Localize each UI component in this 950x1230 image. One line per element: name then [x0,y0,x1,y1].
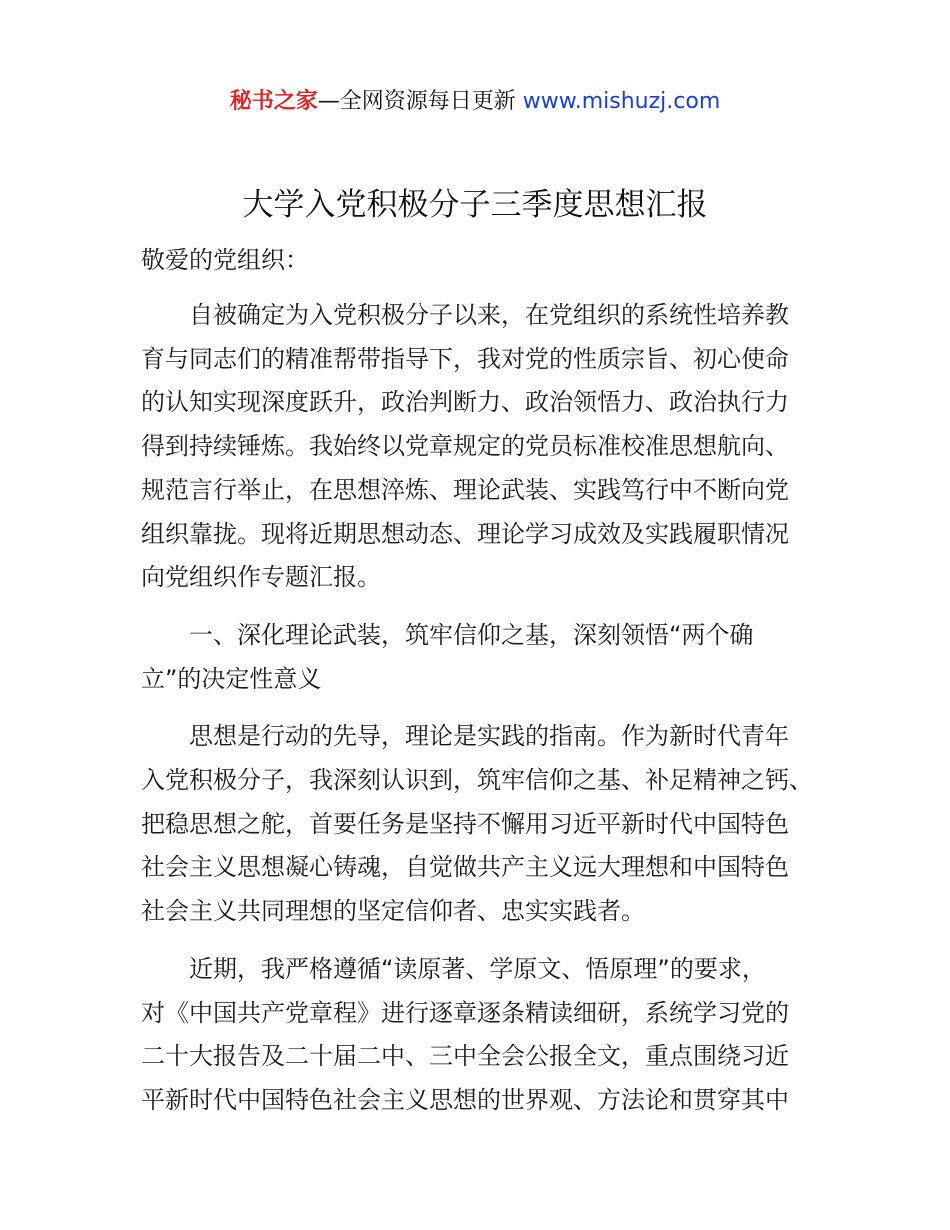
paragraph-line: 平新时代中国特色社会主义思想的世界观、方法论和贯穿其中 [141,1085,789,1114]
site-url-link[interactable]: www.mishuzj.com [522,89,721,114]
spacer [141,934,811,948]
paragraph-line: 入党积极分子，我深刻认识到，筑牢信仰之基、补足精神之钙、 [141,766,813,795]
site-header [0,84,950,120]
paragraph-line: 规范言行举止，在思想淬炼、理论武装、实践笃行中不断向党 [141,475,789,504]
document-body [141,238,811,1123]
paragraph-line: 把稳思想之舵，首要任务是坚持不懈用习近平新时代中国特色 [141,809,789,838]
paragraph-line: 社会主义思想凝心铸魂，自觉做共产主义远大理想和中国特色 [141,853,789,882]
paragraph-line: 社会主义共同理想的坚定信仰者、忠实实践者。 [141,897,645,926]
site-brand: 秘书之家 [229,89,318,114]
paragraph [141,948,811,1123]
section-heading [141,614,811,701]
salutation: 敬爱的党组织： [141,246,309,274]
paragraph-line: 自被确定为入党积极分子以来，在党组织的系统性培养教 [189,301,789,329]
spacer [141,600,811,614]
paragraph-line: 立”的决定性意义 [141,664,322,693]
paragraph-line: 向党组织作专题汇报。 [141,563,381,592]
paragraph-line: 的认知实现深度跃升，政治判断力、政治领悟力、政治执行力 [141,388,789,417]
paragraph-line: 近期，我严格遵循“读原著、学原文、悟原理”的要求， [189,954,766,983]
spacer [141,701,811,715]
document-title: 大学入党积极分子三季度思想汇报 [242,187,708,223]
paragraph-line: 对《中国共产党章程》进行逐章逐条精读细研，系统学习党的 [141,998,789,1027]
paragraph-line: 二十大报告及二十届二中、三中全会公报全文，重点围绕习近 [141,1042,789,1071]
paragraph-line: 思想是行动的先导，理论是实践的指南。作为新时代青年 [189,722,789,751]
paragraph [141,715,811,934]
spacer [141,282,811,294]
site-slogan: —全网资源每日更新 [317,89,523,114]
paragraph [141,294,811,600]
paragraph-line: 组织靠拢。现将近期思想动态、理论学习成效及实践履职情况 [141,519,789,548]
paragraph-line: 育与同志们的精准帮带指导下，我对党的性质宗旨、初心使命 [141,344,789,373]
paragraph-line: 得到持续锤炼。我始终以党章规定的党员标准校准思想航向、 [141,432,789,461]
paragraph-line: 一、深化理论武装，筑牢信仰之基，深刻领悟“两个确 [189,620,754,649]
